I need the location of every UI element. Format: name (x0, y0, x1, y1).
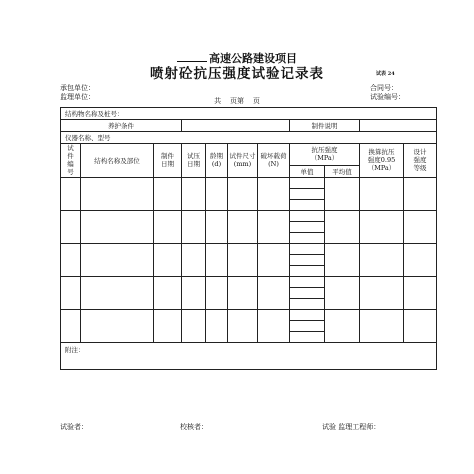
structure-row (61, 108, 437, 120)
strength-single-cell[interactable] (290, 199, 325, 210)
converted-strength-cell[interactable] (360, 243, 404, 276)
data-cell[interactable] (61, 243, 81, 276)
strength-single-cell[interactable] (290, 265, 325, 276)
col-converted (360, 144, 404, 178)
col-grade-l2: 强度 (413, 156, 427, 165)
table-row (61, 243, 437, 254)
converted-strength-cell[interactable] (360, 210, 404, 243)
project-name-blank[interactable] (177, 52, 207, 62)
data-cell[interactable] (81, 210, 154, 243)
strength-average-cell[interactable] (325, 309, 360, 342)
data-cell[interactable] (81, 243, 154, 276)
design-grade-cell[interactable] (404, 309, 437, 342)
data-cell[interactable] (154, 309, 182, 342)
col-made-date (154, 144, 182, 178)
strength-single-cell[interactable] (290, 232, 325, 243)
strength-single-cell[interactable] (290, 276, 325, 287)
page-counter: 共 页第 页 (214, 97, 260, 105)
design-grade-cell[interactable] (404, 177, 437, 210)
data-cell[interactable] (228, 210, 258, 243)
design-grade-cell[interactable] (404, 210, 437, 243)
table-row (61, 177, 437, 188)
col-press-date (182, 144, 206, 178)
strength-average-cell[interactable] (325, 210, 360, 243)
data-cell[interactable] (206, 309, 228, 342)
supervisor-label: 监理单位： (60, 93, 95, 101)
curing-label: 养护条件 (61, 120, 182, 132)
strength-single-cell[interactable] (290, 309, 325, 320)
strength-single-cell[interactable] (290, 254, 325, 265)
data-cell[interactable] (81, 177, 154, 210)
data-cell[interactable] (206, 177, 228, 210)
converted-strength-cell[interactable] (360, 309, 404, 342)
col-single: 单值 (290, 165, 325, 177)
data-cell[interactable] (228, 243, 258, 276)
data-cell[interactable] (206, 210, 228, 243)
making-note-label: 制件说明 (290, 120, 360, 132)
strength-single-cell[interactable] (290, 320, 325, 331)
strength-single-cell[interactable] (290, 221, 325, 232)
col-age (206, 144, 228, 178)
col-size (228, 144, 258, 178)
data-cell[interactable] (258, 210, 290, 243)
converted-strength-cell[interactable] (360, 177, 404, 210)
strength-average-cell[interactable] (325, 177, 360, 210)
col-average: 平均值 (325, 165, 360, 177)
col-grade (404, 144, 437, 178)
data-cell[interactable] (182, 309, 206, 342)
col-made-date-text: 制件日期 (161, 152, 174, 169)
data-cell[interactable] (61, 177, 81, 210)
instrument-label[interactable]: 仪器名称、型号 (61, 132, 437, 144)
note-row (61, 342, 437, 369)
tester-label: 试验者： (60, 423, 88, 431)
col-age-l1: 龄期 (210, 152, 223, 161)
note-label[interactable]: 附注： (61, 342, 437, 369)
contractor-label: 承包单位： (60, 84, 95, 92)
data-cell[interactable] (228, 177, 258, 210)
col-conv-l1: 换算抗压 (368, 148, 395, 157)
form-title: 喷射砼抗压强度试验记录表 (150, 66, 324, 82)
making-note-value[interactable] (360, 120, 437, 132)
table-row (61, 210, 437, 221)
col-load (258, 144, 290, 178)
data-cell[interactable] (182, 243, 206, 276)
curing-value[interactable] (182, 120, 290, 132)
data-cell[interactable] (81, 276, 154, 309)
contract-no-label: 合同号： (370, 84, 398, 92)
col-press-date-text: 试压日期 (187, 152, 200, 169)
record-table (60, 107, 437, 370)
strength-single-cell[interactable] (290, 287, 325, 298)
table-row (61, 276, 437, 287)
table-row (61, 309, 437, 320)
data-cell[interactable] (61, 210, 81, 243)
data-cell[interactable] (228, 309, 258, 342)
col-grade-l1: 设计 (413, 148, 427, 157)
col-age-l2: (d) (211, 160, 222, 169)
col-size-l1: 试件尺寸 (229, 152, 256, 161)
col-size-l2: (mm) (233, 160, 252, 169)
strength-average-cell[interactable] (325, 276, 360, 309)
col-grade-l3: 等级 (413, 164, 427, 173)
col-strength-l2: （MPa） (310, 154, 339, 163)
strength-average-cell[interactable] (325, 243, 360, 276)
data-cell[interactable] (228, 276, 258, 309)
col-test-no-text: 试件编号 (67, 144, 74, 177)
project-title (0, 52, 474, 64)
col-strength-l1: 抗压强度 (311, 146, 338, 155)
data-cell[interactable] (154, 243, 182, 276)
col-strength (290, 144, 360, 166)
strength-single-cell[interactable] (290, 188, 325, 199)
col-conv-l3: （MPa） (367, 164, 396, 173)
data-rows (61, 177, 437, 342)
data-cell[interactable] (258, 243, 290, 276)
structure-name-label[interactable]: 结构物名称及桩号： (61, 108, 437, 120)
data-cell[interactable] (206, 243, 228, 276)
strength-single-cell[interactable] (290, 210, 325, 221)
data-cell[interactable] (258, 177, 290, 210)
strength-single-cell[interactable] (290, 243, 325, 254)
instrument-row (61, 132, 437, 144)
column-header-row (61, 144, 437, 166)
col-conv-l2: 强度0.95 (367, 156, 396, 165)
data-cell[interactable] (61, 309, 81, 342)
strength-single-cell[interactable] (290, 177, 325, 188)
data-cell[interactable] (61, 276, 81, 309)
data-cell[interactable] (182, 177, 206, 210)
data-cell[interactable] (154, 210, 182, 243)
col-load-l2: (N) (268, 160, 279, 169)
col-load-l1: 破坏载荷 (260, 152, 287, 161)
design-grade-cell[interactable] (404, 243, 437, 276)
engineer-label: 试验 监理工程师： (322, 423, 381, 431)
col-struct-part: 结构名称及部位 (81, 144, 154, 178)
strength-single-cell[interactable] (290, 298, 325, 309)
col-test-no (61, 144, 81, 178)
strength-single-cell[interactable] (290, 331, 325, 342)
data-cell[interactable] (258, 309, 290, 342)
project-title-text: 高速公路建设项目 (209, 52, 297, 65)
data-cell[interactable] (182, 276, 206, 309)
curing-row (61, 120, 437, 132)
data-cell[interactable] (206, 276, 228, 309)
data-cell[interactable] (81, 309, 154, 342)
checker-label: 校核者： (180, 423, 208, 431)
data-cell[interactable] (154, 276, 182, 309)
data-cell[interactable] (182, 210, 206, 243)
data-cell[interactable] (258, 276, 290, 309)
form-number: 试表 24 (376, 71, 395, 77)
test-no-label: 试验编号： (370, 93, 405, 101)
converted-strength-cell[interactable] (360, 276, 404, 309)
data-cell[interactable] (154, 177, 182, 210)
design-grade-cell[interactable] (404, 276, 437, 309)
